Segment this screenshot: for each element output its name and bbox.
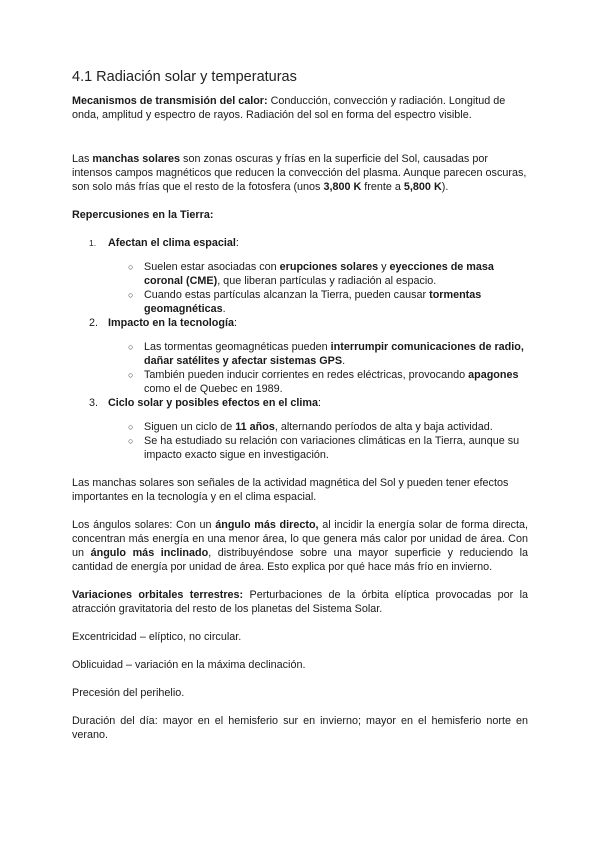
sub-list-item: ○ Suelen estar asociadas con erupciones solares y eyecciones de masa coronal (CME), que liberan partículas y radiación al espacio.: [128, 261, 494, 287]
sub-list-item: ○ También pueden inducir corrientes en redes eléctricas, provocando apagones como el de Quebec en 1989.: [128, 369, 519, 395]
sub-list-item: ○ Siguen un ciclo de 11 años, alternando períodos de alta y baja actividad.: [128, 421, 493, 433]
heat-mechanisms-label: Mecanismos de transmisión del calor:: [72, 95, 268, 107]
list-number: 2.: [89, 317, 99, 329]
day-length-paragraph: Duración del día: mayor en el hemisferio sur en invierno; mayor en el hemisferio norte en verano.: [72, 715, 528, 741]
eccentricity-paragraph: Excentricidad – elíptico, no circular.: [72, 631, 242, 643]
list-item: 1. Afectan el clima espacial: ○ Suelen estar asociadas con erupciones solares y eyecciones de masa coronal (CME), que liberan partículas y radiación al espacio. ○ Cuando estas partículas alcanzan la Tierra, pueden causar tormentas geomagnéticas.: [72, 236, 528, 316]
circle-bullet-icon: ○: [128, 422, 134, 432]
obliquity-paragraph: Oblicuidad – variación en la máxima declinación.: [72, 659, 306, 671]
precession-paragraph: Precesión del perihelio.: [72, 687, 185, 699]
orbital-variations-paragraph: Variaciones orbitales terrestres: Perturbaciones de la órbita elíptica provocadas por la atracción gravitatoria del resto de los planetas del Sistema Solar.: [72, 589, 529, 615]
solar-angles-paragraph: Los ángulos solares: Con un ángulo más directo, al incidir la energía solar de forma directa, concentran más energía en una menor área, lo que genera más calor por unidad de área. Con un ángulo más inclinado, distribuyéndose sobre una mayor superficie y reduciendo la cantidad de energía por unidad de área. Esto explica por qué hace más frío en invierno.: [72, 519, 528, 573]
list-number: 3.: [89, 397, 99, 409]
list-item: 3. Ciclo solar y posibles efectos en el clima: ○ Siguen un ciclo de 11 años, alternando períodos de alta y baja actividad. ○ Se ha estudiado su relación con variaciones climáticas en la Tierra, aunque su impacto exacto sigue en investigación.: [72, 396, 528, 462]
circle-bullet-icon: ○: [128, 290, 134, 300]
repercussions-list: [72, 236, 528, 462]
section-title: 4.1 Radiación solar y temperaturas: [72, 69, 297, 85]
circle-bullet-icon: ○: [128, 436, 134, 446]
circle-bullet-icon: ○: [128, 342, 134, 352]
summary-paragraph: Las manchas solares son señales de la actividad magnética del Sol y pueden tener efectos importantes en la tecnología y en el clima espacial.: [72, 477, 509, 503]
sub-list-item: ○ Las tormentas geomagnéticas pueden interrumpir comunicaciones de radio, dañar satélites y afectar sistemas GPS.: [128, 341, 524, 367]
list-number: 1.: [89, 238, 97, 248]
repercussions-heading: Repercusiones en la Tierra:: [72, 209, 214, 221]
sunspots-paragraph: Las manchas solares son zonas oscuras y frías en la superficie del Sol, causadas por intensos campos magnéticos que reducen la convección del plasma. Aunque parecen oscuras, son solo más frías que el resto de la fotosfera (unos 3,800 K frente a 5,800 K).: [72, 153, 527, 193]
sub-list-item: ○ Cuando estas partículas alcanzan la Tierra, pueden causar tormentas geomagnéticas.: [128, 289, 482, 315]
sub-list-item: ○ Se ha estudiado su relación con variaciones climáticas en la Tierra, aunque su impacto exacto sigue en investigación.: [128, 435, 520, 461]
heat-mechanisms-paragraph: Mecanismos de transmisión del calor: Conducción, convección y radiación. Longitud de onda, amplitud y espectro de rayos. Radiación del sol en forma del espectro visible.: [72, 95, 506, 121]
list-item: 2. Impacto en la tecnología: ○ Las tormentas geomagnéticas pueden interrumpir comunicaciones de radio, dañar satélites y afectar sistemas GPS. ○ También pueden inducir corrientes en redes eléctricas, provocando apagones como el de Quebec en 1989.: [72, 316, 528, 396]
circle-bullet-icon: ○: [128, 370, 134, 380]
circle-bullet-icon: ○: [128, 262, 134, 272]
